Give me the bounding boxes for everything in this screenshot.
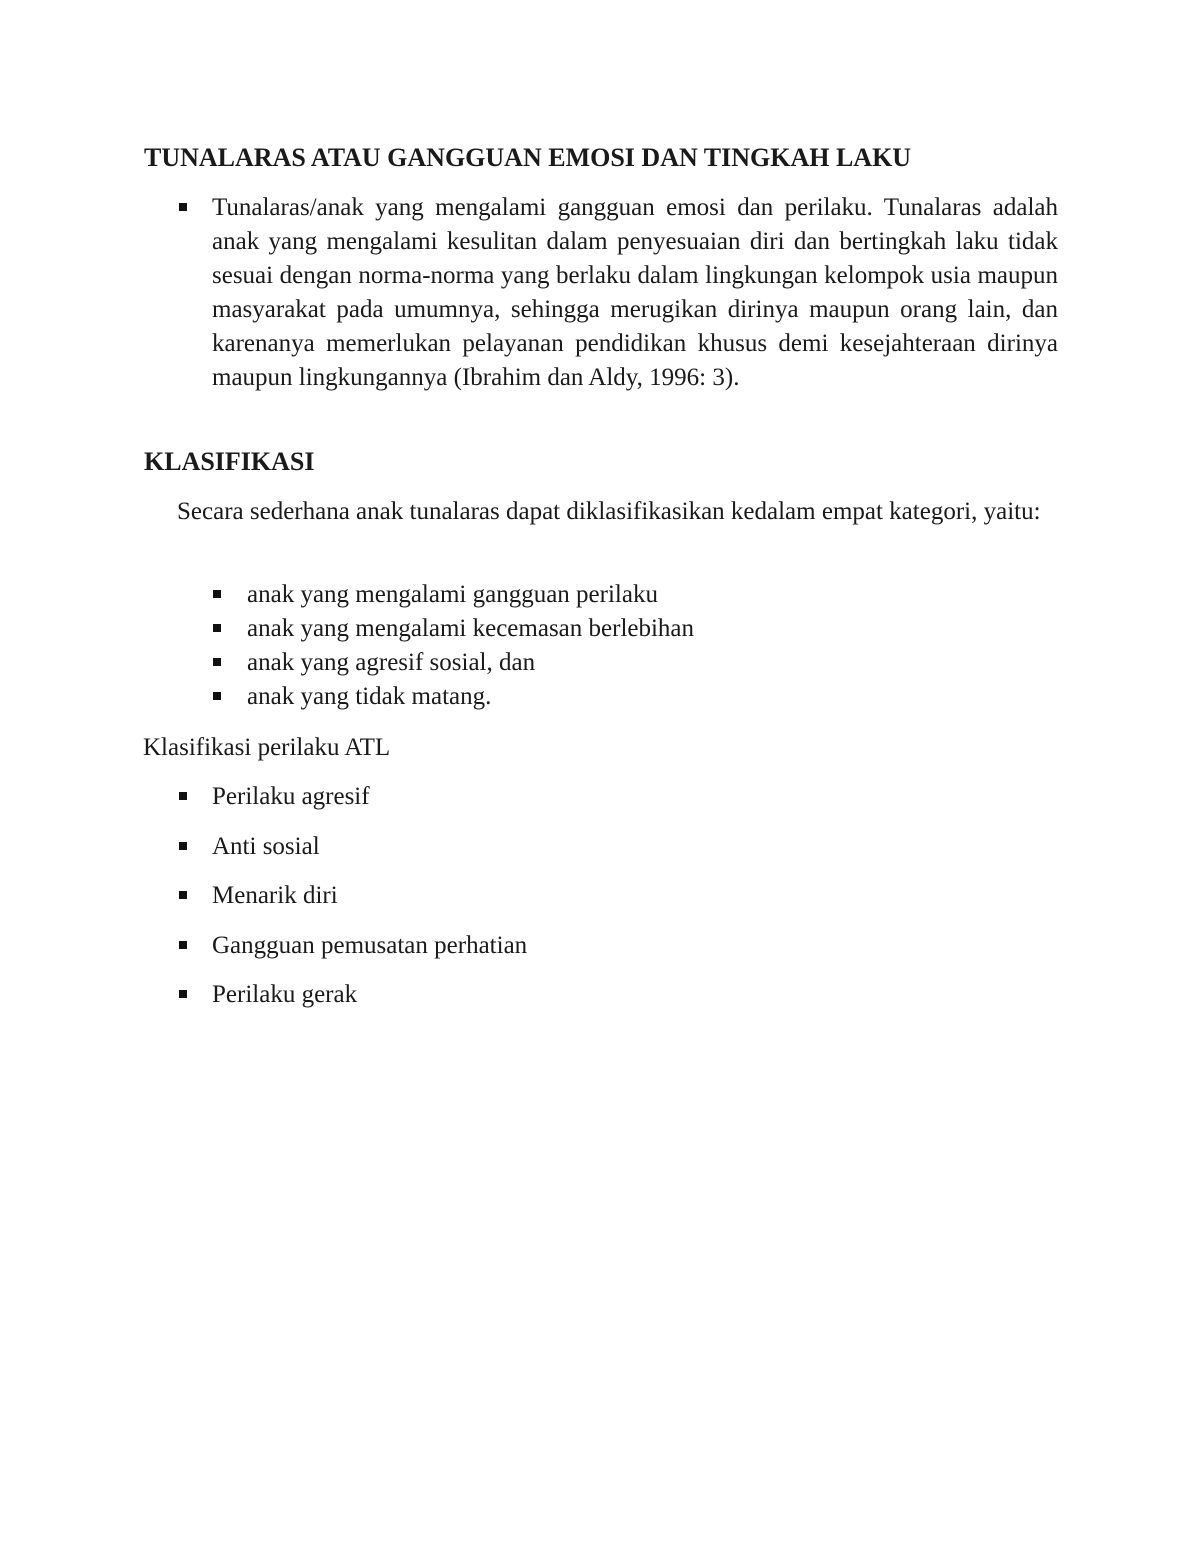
bullet-icon bbox=[213, 624, 221, 632]
list-item: Anti sosial bbox=[212, 833, 320, 860]
list-item: anak yang mengalami kecemasan berlebihan bbox=[247, 615, 695, 642]
bullet-icon bbox=[179, 891, 187, 899]
bullet-icon bbox=[179, 842, 187, 850]
list-item: anak yang agresif sosial, dan bbox=[247, 649, 536, 676]
bullet-icon bbox=[179, 792, 187, 800]
list-item: Menarik diri bbox=[212, 882, 338, 909]
klasifikasi-heading: KLASIFIKASI bbox=[144, 447, 315, 476]
klasifikasi-intro: Secara sederhana anak tunalaras dapat diklasifikasikan kedalam empat kategori, yaitu: bbox=[177, 498, 1041, 525]
bullet-icon bbox=[213, 658, 221, 666]
bullet-icon bbox=[213, 692, 221, 700]
bullet-icon bbox=[179, 941, 187, 949]
bullet-icon bbox=[213, 590, 221, 598]
page-title: TUNALARAS ATAU GANGGUAN EMOSI DAN TINGKAH LAKU bbox=[144, 143, 912, 172]
list-item: Perilaku agresif bbox=[212, 783, 370, 810]
bullet-icon bbox=[179, 203, 187, 211]
list-item: anak yang mengalami gangguan perilaku bbox=[247, 581, 658, 608]
list-item: anak yang tidak matang. bbox=[247, 683, 492, 710]
atl-heading: Klasifikasi perilaku ATL bbox=[143, 734, 391, 761]
definition-paragraph: Tunalaras/anak yang mengalami gangguan emosi dan perilaku. Tunalaras adalah anak yang mengalami kesulitan dalam penyesuaian diri dan bertingkah laku tidak sesuai dengan norma-norma yang berlaku dalam lingkungan kelompok usia maupun masyarakat pada umumnya, sehingga merugikan dirinya maupun orang lain, dan karenanya memerlukan pelayanan pendidikan khusus demi kesejahteraan dirinya maupun lingkungannya (Ibrahim dan Aldy, 1996: 3). bbox=[212, 194, 1058, 391]
list-item: Perilaku gerak bbox=[212, 981, 358, 1008]
bullet-icon bbox=[179, 990, 187, 998]
list-item: Gangguan pemusatan perhatian bbox=[212, 932, 528, 959]
